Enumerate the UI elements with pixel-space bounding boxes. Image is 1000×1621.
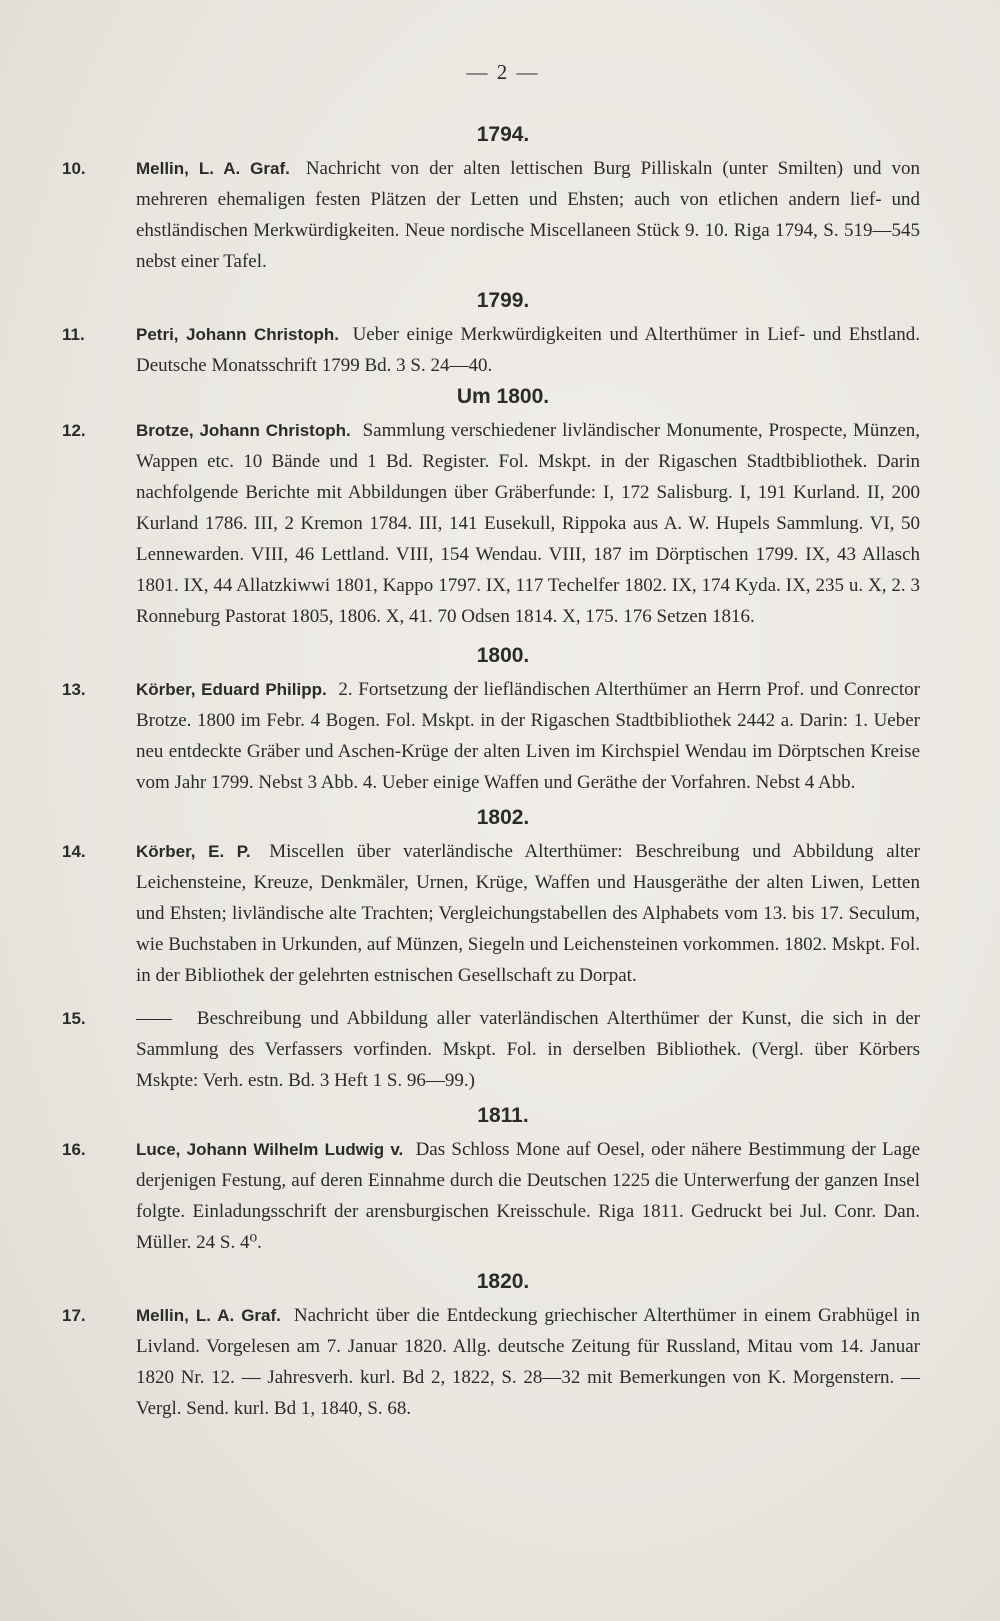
entry-text: Nachricht von der alten lettischen Burg Pilliskaln (unter Smilten) und von mehreren ehemaligen festen Plätzen der Letten und Ehsten; auch von etlichen andern lief- und ehstländischen Merkwürdigkeiten. Neue nordische Miscellaneen Stück 9. 10. Riga 1794, S. 519—545 nebst einer Tafel. <box>136 158 921 272</box>
entry-author: Brotze, Johann Christoph. <box>136 421 351 440</box>
entry-text: Beschreibung und Abbildung aller vaterländischen Alterthümer der Kunst, die sich in der Sammlung des Verfassers vorfinden. Mskpt. Fol. in derselben Bibliothek. (Vergl. über Körbers Mskpte: Verh. estn. Bd. 3 Heft 1 S. 96—99.) <box>136 1008 921 1091</box>
bibliography-entry <box>62 415 920 632</box>
entry-number: 12. <box>62 421 86 440</box>
entry-number: 11. <box>62 325 85 344</box>
year-heading: 1811. <box>477 1104 529 1127</box>
entry-number: 15. <box>62 1009 86 1028</box>
entry-number: 10. <box>62 159 86 178</box>
bibliography-entry <box>62 1300 920 1424</box>
year-heading: 1794. <box>476 123 530 146</box>
year-heading: Um 1800. <box>456 385 550 408</box>
year-heading: 1800. <box>476 644 530 667</box>
entry-text: Nachricht über die Entdeckung griechischer Alterthümer in einem Grabhügel in Livland. Vorgelesen am 7. Januar 1820. Allg. deutsche Zeitung für Russland, Mitau vom 14. Januar 1820 Nr. 12. — Jahresverh. kurl. Bd 2, 1822, S. 28—32 mit Bemerkungen von K. Morgenstern. — Vergl. Send. kurl. Bd 1, 1840, S. 68. <box>136 1305 921 1419</box>
entry-author-ditto: —— <box>136 1008 170 1029</box>
bibliography-entry <box>62 674 920 798</box>
entry-number: 17. <box>62 1306 86 1325</box>
page-number: — 2 — <box>466 60 540 84</box>
bibliography-entry <box>62 836 920 991</box>
year-heading: 1820. <box>476 1270 530 1293</box>
bibliography-entry <box>62 1134 920 1258</box>
bibliography-entry <box>62 153 920 277</box>
bibliography-entry <box>62 1003 920 1096</box>
entry-text: Das Schloss Mone auf Oesel, oder nähere Bestimmung der Lage derjenigen Festung, auf deren Einnahme durch die Deutschen 1225 die Unterwerfung der ganzen Insel folgte. Einladungsschrift der arensburgischen Kreisschule. Riga 1811. Gedruckt bei Jul. Conr. Dan. Müller. 24 S. 4⁰. <box>136 1139 921 1253</box>
entry-author: Körber, E. P. <box>136 842 251 861</box>
entry-text: Sammlung verschiedener livländischer Monumente, Prospecte, Münzen, Wappen etc. 10 Bände und 1 Bd. Register. Fol. Mskpt. in der Rigaschen Stadtbibliothek. Darin nachfolgende Berichte mit Abbildungen über Gräberfunde: I, 172 Salisburg. I, 191 Kurland. II, 200 Kurland 1786. III, 2 Kremon 1784. III, 141 Eusekull, Rippoka aus A. W. Hupels Sammlung. VI, 50 Lennewarden. VIII, 46 Lettland. VIII, 154 Wendau. VIII, 187 im Dörptischen 1799. IX, 43 Allasch 1801. IX, 44 Allatzkiwwi 1801, Kappo 1797. IX, 117 Techelfer 1802. IX, 174 Kyda. IX, 235 u. X, 2. 3 Ronneburg Pastorat 1805, 1806. X, 41. 70 Odsen 1814. X, 175. 176 Setzen 1816. <box>136 420 921 627</box>
entry-author: Mellin, L. A. Graf. <box>136 159 290 178</box>
entry-text: 2. Fortsetzung der liefländischen Alterthümer an Herrn Prof. und Conrector Brotze. 1800 im Febr. 4 Bogen. Fol. Mskpt. in der Rigaschen Stadtbibliothek 2442 a. Darin: 1. Ueber neu entdeckte Gräber und Aschen-Krüge der alten Liven im Kirchspiel Wendau im Dörptschen Kreise vom Jahr 1799. Nebst 3 Abb. 4. Ueber einige Waffen und Geräthe der Vorfahren. Nebst 4 Abb. <box>136 679 920 793</box>
entry-author: Mellin, L. A. Graf. <box>136 1306 281 1325</box>
entry-author: Petri, Johann Christoph. <box>136 325 340 344</box>
year-heading: 1799. <box>476 289 530 312</box>
entry-number: 16. <box>62 1140 86 1159</box>
entry-number: 13. <box>62 680 86 699</box>
bibliography-entry <box>62 319 920 381</box>
entry-author: Luce, Johann Wilhelm Ludwig v. <box>136 1140 404 1159</box>
entry-text: Ueber einige Merkwürdigkeiten und Alterthümer in Lief- und Ehstland. Deutsche Monatsschrift 1799 Bd. 3 S. 24—40. <box>136 324 921 376</box>
entry-text: Miscellen über vaterländische Alterthümer: Beschreibung und Abbildung alter Leichensteine, Kreuze, Denkmäler, Urnen, Krüge, Waffen und Hausgeräthe der alten Liwen, Letten und Ehsten; livländische alte Trachten; Vergleichungstabellen des Alphabets vom 13. bis 17. Seculum, wie Buchstaben in Urkunden, auf Münzen, Siegeln und Leichensteinen vorkommen. 1802. Mskpt. Fol. in der Bibliothek der gelehrten estnischen Gesellschaft zu Dorpat. <box>136 841 920 986</box>
year-heading: 1802. <box>476 806 530 829</box>
entry-author: Körber, Eduard Philipp. <box>136 680 327 699</box>
entry-number: 14. <box>62 842 86 861</box>
